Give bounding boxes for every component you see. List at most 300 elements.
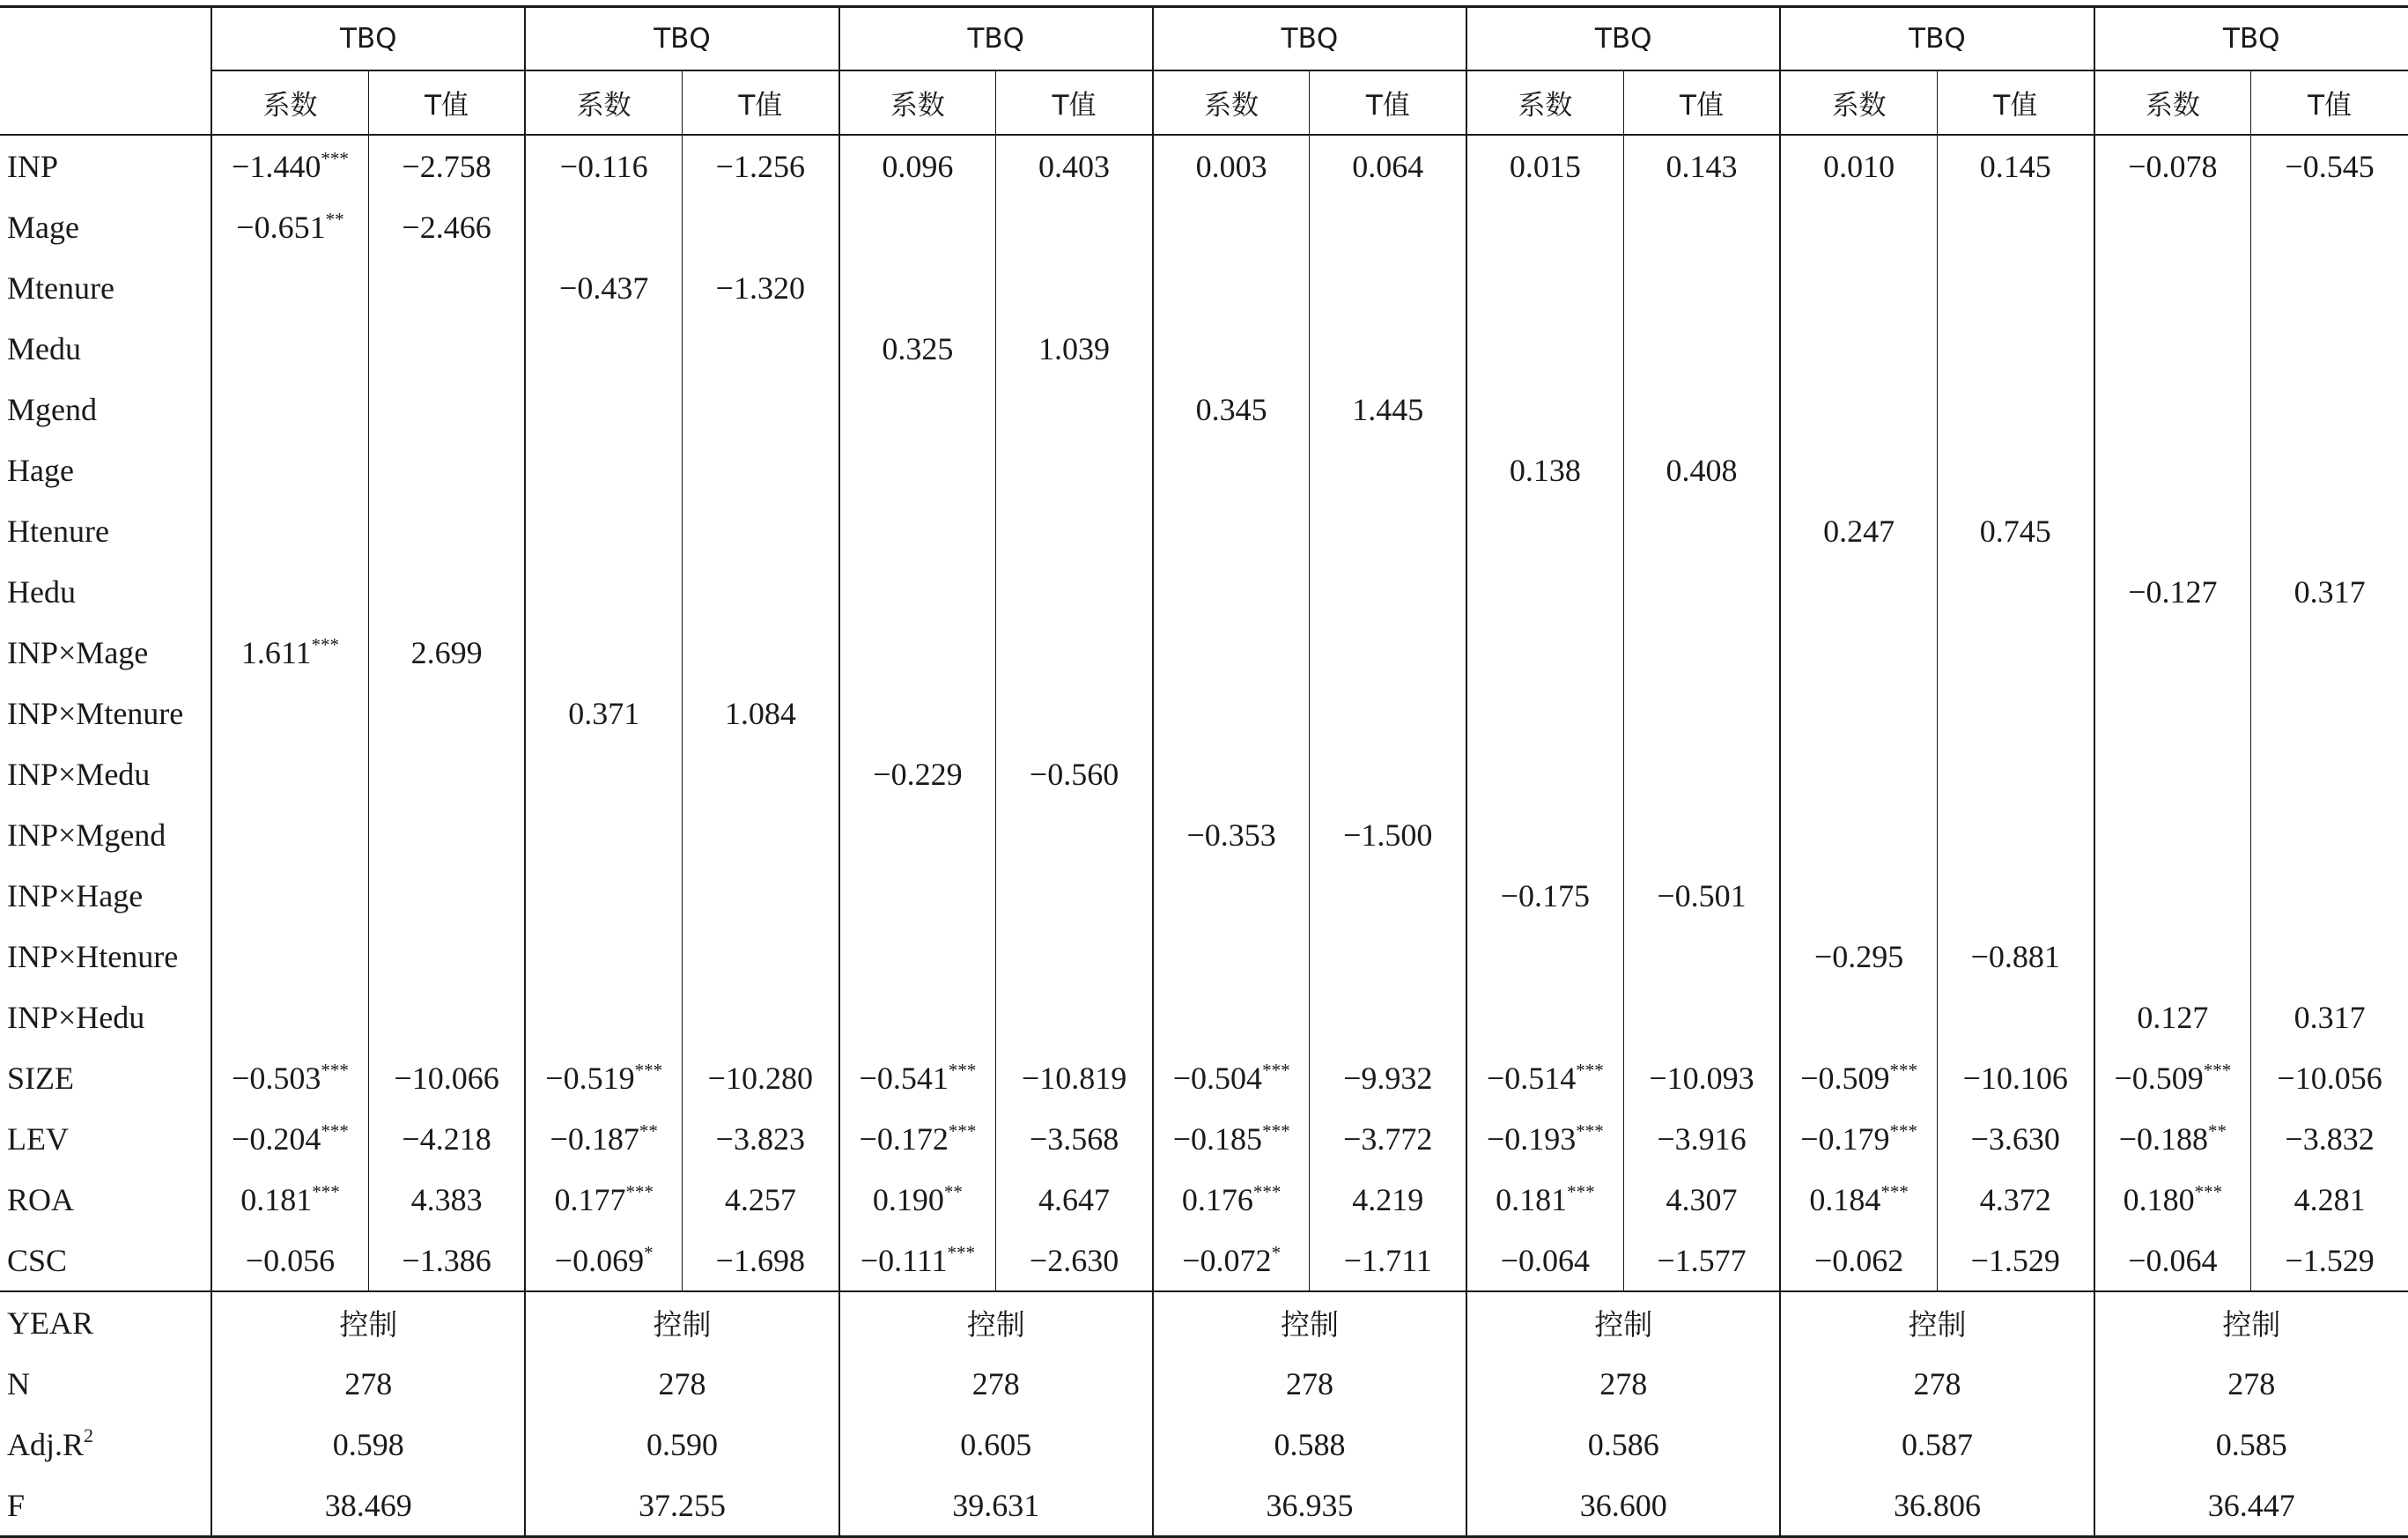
t-value-header: T值 xyxy=(1937,70,2094,135)
t-value-cell xyxy=(683,196,839,257)
t-value-cell xyxy=(683,926,839,987)
statistic-label-text: YEAR xyxy=(7,1305,93,1341)
significance-stars: *** xyxy=(1252,1180,1282,1202)
significance-stars: *** xyxy=(2203,1059,2232,1081)
t-value-cell xyxy=(683,440,839,500)
t-value-cell xyxy=(683,1230,839,1291)
coefficient-value: 0.176 xyxy=(1181,1181,1253,1217)
t-value-cell xyxy=(683,1108,839,1169)
t-value: 2.699 xyxy=(410,634,483,670)
variable-rows xyxy=(0,135,2408,1291)
coefficient-cell xyxy=(2094,1230,2251,1291)
statistic-value: 39.631 xyxy=(839,1475,1153,1537)
t-value-cell xyxy=(2251,622,2408,683)
t-value-cell xyxy=(368,500,525,561)
t-value-cell xyxy=(2251,1047,2408,1108)
coefficient-cell xyxy=(1780,1230,1937,1291)
coefficient-value: 0.181 xyxy=(240,1181,313,1217)
table-row xyxy=(0,865,2408,926)
coefficient-cell xyxy=(525,1047,682,1108)
statistic-value: 36.447 xyxy=(2094,1475,2408,1537)
t-value: −1.529 xyxy=(1970,1242,2060,1278)
coefficient-value: −0.651 xyxy=(236,209,326,245)
t-value-cell xyxy=(2251,440,2408,500)
t-value: −9.932 xyxy=(1343,1060,1433,1096)
t-value-cell xyxy=(1310,440,1466,500)
coefficient-cell xyxy=(1780,865,1937,926)
coefficient-value: 0.180 xyxy=(2123,1181,2195,1217)
significance-stars: ** xyxy=(943,1180,963,1202)
coefficient-cell xyxy=(2094,561,2251,622)
t-value: 4.219 xyxy=(1352,1181,1424,1217)
coefficient-value: 1.611 xyxy=(240,634,312,670)
coefficient-cell xyxy=(211,926,368,987)
t-value-cell xyxy=(368,1047,525,1108)
t-value-cell xyxy=(1937,1047,2094,1108)
t-value-header: T值 xyxy=(1310,70,1466,135)
statistic-value: 0.587 xyxy=(1780,1414,2094,1475)
coefficient-value: −0.069 xyxy=(554,1242,645,1278)
coefficient-cell xyxy=(525,865,682,926)
coefficient-value: −0.187 xyxy=(550,1120,639,1157)
coefficient-cell xyxy=(1153,500,1310,561)
statistic-value: 0.586 xyxy=(1466,1414,1780,1475)
t-value-cell xyxy=(368,135,525,196)
coefficient-cell xyxy=(1466,987,1623,1047)
coefficient-value: −0.295 xyxy=(1813,938,1904,974)
coefficient-value: 0.015 xyxy=(1509,148,1581,184)
coefficient-cell xyxy=(211,1047,368,1108)
superscript: 2 xyxy=(84,1423,94,1446)
t-value-cell xyxy=(683,987,839,1047)
coefficient-cell xyxy=(1466,257,1623,318)
t-value-cell xyxy=(1623,1047,1780,1108)
coefficient-cell xyxy=(1466,379,1623,440)
statistic-label xyxy=(0,1414,211,1475)
t-value-cell xyxy=(1310,743,1466,804)
coefficient-cell xyxy=(1780,318,1937,379)
t-value-cell xyxy=(368,622,525,683)
table-row xyxy=(0,926,2408,987)
coefficient-cell xyxy=(1153,196,1310,257)
t-value: 4.281 xyxy=(2294,1181,2366,1217)
t-value-header: T值 xyxy=(683,70,839,135)
coefficient-cell xyxy=(839,1169,996,1230)
coefficient-cell xyxy=(1780,1047,1937,1108)
t-value: −1.256 xyxy=(715,148,805,184)
significance-stars: *** xyxy=(311,633,340,655)
t-value-cell xyxy=(1937,926,2094,987)
coefficient-cell xyxy=(1466,196,1623,257)
t-value-cell xyxy=(1310,379,1466,440)
coefficient-cell xyxy=(2094,379,2251,440)
variable-label: Hage xyxy=(7,452,74,488)
t-value-cell xyxy=(996,804,1153,865)
coefficient-cell xyxy=(2094,500,2251,561)
coefficient-cell xyxy=(1466,683,1623,743)
coefficient-cell xyxy=(211,1108,368,1169)
t-value-cell xyxy=(996,683,1153,743)
t-value-cell xyxy=(996,865,1153,926)
t-value: −10.106 xyxy=(1962,1060,2068,1096)
statistic-value: 控制 xyxy=(1153,1291,1466,1353)
statistic-rows xyxy=(0,1291,2408,1537)
coefficient-value: −0.229 xyxy=(873,756,963,792)
t-value-cell xyxy=(996,987,1153,1047)
coefficient-value: −0.437 xyxy=(559,270,649,306)
coefficient-value: −0.519 xyxy=(545,1060,635,1096)
regression-table xyxy=(0,5,2408,1538)
coefficient-cell xyxy=(525,500,682,561)
coefficient-value: −0.127 xyxy=(2128,573,2218,610)
statistic-value: 278 xyxy=(1153,1353,1466,1414)
coefficient-cell xyxy=(1153,1230,1310,1291)
t-value-cell xyxy=(996,926,1153,987)
coefficient-cell xyxy=(1466,743,1623,804)
t-value-cell xyxy=(1623,135,1780,196)
statistic-value: 0.598 xyxy=(211,1414,525,1475)
statistic-value: 36.935 xyxy=(1153,1475,1466,1537)
group-header-row xyxy=(0,7,2408,71)
coefficient-value: 0.371 xyxy=(568,695,640,731)
t-value-cell xyxy=(368,1108,525,1169)
significance-stars: *** xyxy=(1576,1120,1604,1142)
table-row xyxy=(0,683,2408,743)
variable-label: Mage xyxy=(7,209,79,245)
coefficient-cell xyxy=(211,865,368,926)
t-value-cell xyxy=(683,622,839,683)
coefficient-cell xyxy=(839,926,996,987)
coefficient-value: −0.078 xyxy=(2128,148,2218,184)
t-value-cell xyxy=(1937,135,2094,196)
t-value-cell xyxy=(1310,318,1466,379)
coefficient-cell xyxy=(211,561,368,622)
statistic-label xyxy=(0,1291,211,1353)
coefficient-cell xyxy=(1780,257,1937,318)
coefficient-cell xyxy=(1466,440,1623,500)
significance-stars: *** xyxy=(1880,1180,1909,1202)
t-value-cell xyxy=(1937,196,2094,257)
coefficient-cell xyxy=(839,440,996,500)
variable-label: Medu xyxy=(7,330,81,366)
coefficient-cell xyxy=(1780,440,1937,500)
t-value: −10.093 xyxy=(1649,1060,1754,1096)
coefficient-value: −0.172 xyxy=(859,1120,949,1157)
t-value-cell xyxy=(2251,318,2408,379)
t-value-cell xyxy=(2251,1230,2408,1291)
coefficient-cell xyxy=(1153,1108,1310,1169)
t-value-cell xyxy=(1623,500,1780,561)
coefficient-cell xyxy=(2094,743,2251,804)
t-value: 1.039 xyxy=(1038,330,1111,366)
t-value-cell xyxy=(1310,561,1466,622)
coefficient-cell xyxy=(839,196,996,257)
t-value-cell xyxy=(1937,622,2094,683)
t-value-cell xyxy=(1310,1169,1466,1230)
coefficient-cell xyxy=(1780,561,1937,622)
coefficient-value: −0.541 xyxy=(859,1060,949,1096)
coefficient-cell xyxy=(1153,379,1310,440)
t-value: −1.711 xyxy=(1343,1242,1432,1278)
t-value-cell xyxy=(683,561,839,622)
t-value-cell xyxy=(683,865,839,926)
t-value-cell xyxy=(1937,257,2094,318)
t-value-cell xyxy=(2251,987,2408,1047)
coefficient-cell xyxy=(525,804,682,865)
coefficient-header: 系数 xyxy=(2094,70,2251,135)
coefficient-value: −0.062 xyxy=(1813,1242,1904,1278)
coefficient-value: −0.072 xyxy=(1182,1242,1272,1278)
coefficient-cell xyxy=(1466,1169,1623,1230)
coefficient-cell xyxy=(525,196,682,257)
coefficient-cell xyxy=(211,379,368,440)
statistic-value: 278 xyxy=(1780,1353,2094,1414)
coefficient-cell xyxy=(1153,865,1310,926)
variable-label: Mtenure xyxy=(7,270,114,306)
t-value: −10.066 xyxy=(394,1060,499,1096)
coefficient-cell xyxy=(1780,196,1937,257)
coefficient-cell xyxy=(2094,1108,2251,1169)
statistic-value: 278 xyxy=(525,1353,838,1414)
t-value-cell xyxy=(996,379,1153,440)
t-value-cell xyxy=(1623,1169,1780,1230)
coefficient-cell xyxy=(1466,926,1623,987)
coefficient-value: −1.440 xyxy=(232,148,321,184)
t-value: 0.145 xyxy=(1979,148,2051,184)
variable-label: INP×Mtenure xyxy=(7,695,184,731)
t-value-cell xyxy=(2251,196,2408,257)
statistic-label xyxy=(0,1353,211,1414)
t-value-cell xyxy=(683,135,839,196)
statistic-value: 38.469 xyxy=(211,1475,525,1537)
t-value-cell xyxy=(1623,257,1780,318)
coefficient-cell xyxy=(839,987,996,1047)
t-value-cell xyxy=(368,379,525,440)
coefficient-cell xyxy=(525,257,682,318)
t-value: 0.143 xyxy=(1666,148,1738,184)
t-value-cell xyxy=(1310,1047,1466,1108)
coefficient-cell xyxy=(211,743,368,804)
variable-label: SIZE xyxy=(7,1060,74,1096)
coefficient-cell xyxy=(839,1230,996,1291)
t-value: 4.647 xyxy=(1038,1181,1111,1217)
table-row xyxy=(0,561,2408,622)
coefficient-cell xyxy=(839,135,996,196)
coefficient-cell xyxy=(2094,440,2251,500)
coefficient-value: −0.514 xyxy=(1486,1060,1577,1096)
coefficient-cell xyxy=(1466,500,1623,561)
coefficient-cell xyxy=(1153,622,1310,683)
statistic-value: 控制 xyxy=(525,1291,838,1353)
t-value: −3.630 xyxy=(1970,1120,2060,1157)
significance-stars: *** xyxy=(321,147,349,169)
statistic-value: 控制 xyxy=(839,1291,1153,1353)
t-value-cell xyxy=(1937,561,2094,622)
t-value-cell xyxy=(996,440,1153,500)
coefficient-value: 0.010 xyxy=(1823,148,1895,184)
t-value: −1.386 xyxy=(402,1242,491,1278)
t-value-cell xyxy=(996,743,1153,804)
t-value-cell xyxy=(2251,135,2408,196)
coefficient-cell xyxy=(211,440,368,500)
t-value-cell xyxy=(1937,865,2094,926)
coefficient-cell xyxy=(1153,987,1310,1047)
t-value-cell xyxy=(1623,987,1780,1047)
variable-label: CSC xyxy=(7,1242,68,1278)
model-header-tbq: TBQ xyxy=(1153,7,1466,71)
t-value-header: T值 xyxy=(368,70,525,135)
statistic-label xyxy=(0,1475,211,1537)
t-value: −0.881 xyxy=(1970,938,2060,974)
t-value-cell xyxy=(1310,865,1466,926)
t-value: −3.832 xyxy=(2285,1120,2375,1157)
variable-label: INP×Hedu xyxy=(7,999,145,1035)
significance-stars: *** xyxy=(312,1180,340,1202)
significance-stars: *** xyxy=(1576,1059,1604,1081)
t-value-cell xyxy=(1937,318,2094,379)
coefficient-cell xyxy=(1153,440,1310,500)
coefficient-cell xyxy=(839,1047,996,1108)
coefficient-cell xyxy=(1153,318,1310,379)
statistic-value: 控制 xyxy=(2094,1291,2408,1353)
coefficient-cell xyxy=(2094,622,2251,683)
t-value-cell xyxy=(1310,1108,1466,1169)
coefficient-cell xyxy=(525,379,682,440)
t-value-cell xyxy=(1623,379,1780,440)
t-value-cell xyxy=(996,500,1153,561)
coefficient-cell xyxy=(1466,135,1623,196)
coefficient-value: 0.325 xyxy=(882,330,954,366)
coefficient-cell xyxy=(839,379,996,440)
statistic-row xyxy=(0,1475,2408,1537)
table-row xyxy=(0,318,2408,379)
coefficient-cell xyxy=(211,500,368,561)
coefficient-cell xyxy=(1153,561,1310,622)
coefficient-value: −0.503 xyxy=(232,1060,321,1096)
t-value-cell xyxy=(368,196,525,257)
t-value-cell xyxy=(1310,683,1466,743)
coefficient-cell xyxy=(839,743,996,804)
coefficient-cell xyxy=(1466,804,1623,865)
t-value-cell xyxy=(1310,622,1466,683)
t-value-cell xyxy=(683,743,839,804)
t-value-header: T值 xyxy=(996,70,1153,135)
t-value: 4.257 xyxy=(724,1181,796,1217)
t-value-cell xyxy=(368,865,525,926)
coefficient-value: 0.003 xyxy=(1195,148,1267,184)
t-value-cell xyxy=(2251,1169,2408,1230)
coefficient-value: 0.181 xyxy=(1496,1181,1568,1217)
coefficient-cell xyxy=(525,1108,682,1169)
coefficient-cell xyxy=(2094,1169,2251,1230)
coefficient-value: −0.504 xyxy=(1172,1060,1263,1096)
t-value-cell xyxy=(1623,1230,1780,1291)
t-value-cell xyxy=(368,1230,525,1291)
t-value-cell xyxy=(368,743,525,804)
statistic-value: 278 xyxy=(1466,1353,1780,1414)
t-value-cell xyxy=(1623,865,1780,926)
t-value: 4.383 xyxy=(410,1181,483,1217)
t-value-cell xyxy=(1623,743,1780,804)
coefficient-cell xyxy=(1780,926,1937,987)
variable-label: INP×Medu xyxy=(7,756,151,792)
t-value-cell xyxy=(1623,196,1780,257)
coefficient-cell xyxy=(211,318,368,379)
statistic-row xyxy=(0,1414,2408,1475)
t-value-cell xyxy=(1937,987,2094,1047)
significance-stars: ** xyxy=(2208,1120,2227,1142)
coefficient-value: −0.509 xyxy=(2114,1060,2204,1096)
coefficient-value: 0.190 xyxy=(872,1181,944,1217)
table-row xyxy=(0,500,2408,561)
coefficient-cell xyxy=(211,622,368,683)
table-row xyxy=(0,743,2408,804)
t-value-cell xyxy=(996,318,1153,379)
t-value-cell xyxy=(1623,318,1780,379)
t-value-cell xyxy=(2251,379,2408,440)
significance-stars: *** xyxy=(1567,1180,1595,1202)
coefficient-cell xyxy=(525,926,682,987)
model-header-tbq: TBQ xyxy=(211,7,525,71)
coefficient-cell xyxy=(1466,622,1623,683)
t-value-cell xyxy=(1623,561,1780,622)
coefficient-cell xyxy=(1153,1169,1310,1230)
t-value: 1.084 xyxy=(724,695,796,731)
t-value: 0.317 xyxy=(2294,573,2366,610)
coefficient-value: 0.345 xyxy=(1195,391,1267,427)
t-value: −10.280 xyxy=(707,1060,813,1096)
t-value-cell xyxy=(996,257,1153,318)
t-value: 0.317 xyxy=(2294,999,2366,1035)
coefficient-cell xyxy=(211,135,368,196)
coefficient-cell xyxy=(211,196,368,257)
t-value-cell xyxy=(2251,926,2408,987)
t-value-cell xyxy=(368,561,525,622)
coefficient-cell xyxy=(2094,804,2251,865)
t-value: −1.500 xyxy=(1343,817,1433,853)
t-value-cell xyxy=(1937,379,2094,440)
significance-stars: *** xyxy=(1889,1059,1918,1081)
variable-label: INP×Hage xyxy=(7,877,144,913)
coefficient-cell xyxy=(525,1230,682,1291)
t-value-cell xyxy=(996,1230,1153,1291)
t-value-cell xyxy=(683,804,839,865)
coefficient-cell xyxy=(525,622,682,683)
t-value-cell xyxy=(1937,683,2094,743)
coefficient-cell xyxy=(525,683,682,743)
t-value: 0.408 xyxy=(1666,452,1738,488)
significance-stars: *** xyxy=(947,1241,975,1263)
coefficient-cell xyxy=(1780,500,1937,561)
variable-label: LEV xyxy=(7,1120,69,1157)
coefficient-cell xyxy=(1780,683,1937,743)
variable-label: INP×Htenure xyxy=(7,938,179,974)
t-value: −2.466 xyxy=(402,209,491,245)
table-row xyxy=(0,1108,2408,1169)
coefficient-cell xyxy=(1780,1169,1937,1230)
significance-stars: *** xyxy=(634,1059,663,1081)
coefficient-cell xyxy=(839,865,996,926)
t-value-cell xyxy=(368,987,525,1047)
coefficient-value: 0.127 xyxy=(2137,999,2209,1035)
coefficient-value: −0.185 xyxy=(1172,1120,1263,1157)
variable-label: INP×Mgend xyxy=(7,817,166,853)
significance-stars: ** xyxy=(325,208,344,230)
t-value-cell xyxy=(2251,743,2408,804)
header-corner-cell xyxy=(0,70,211,135)
coefficient-header: 系数 xyxy=(525,70,682,135)
t-value-cell xyxy=(1623,926,1780,987)
